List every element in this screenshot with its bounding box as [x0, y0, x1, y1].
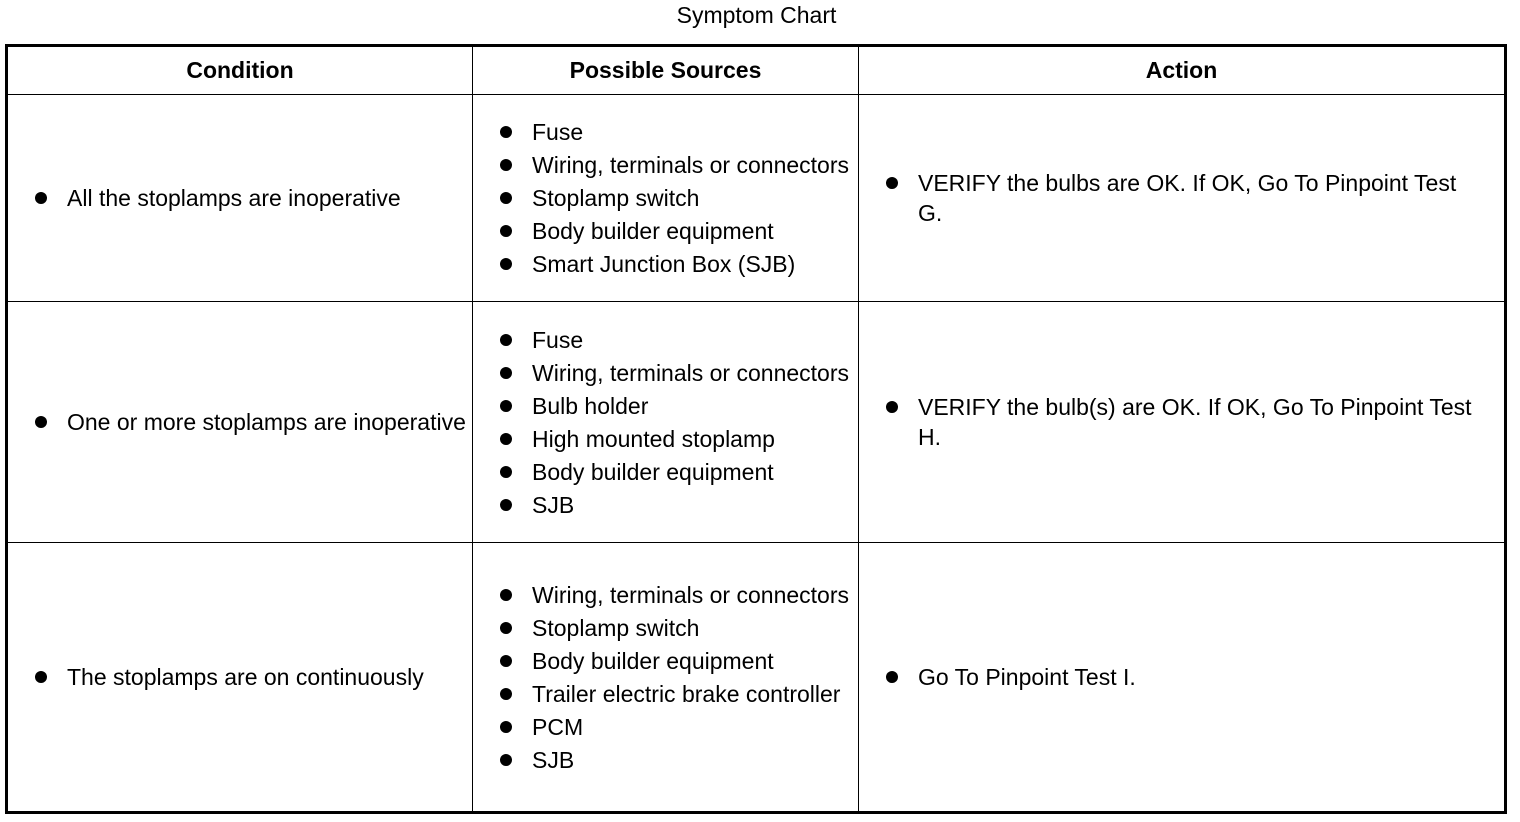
header-action: Action — [859, 46, 1506, 95]
table-row — [7, 95, 1506, 302]
condition-text: The stoplamps are on continuously — [8, 662, 472, 692]
source-item: Body builder equipment — [473, 457, 858, 487]
header-condition: Condition — [7, 46, 473, 95]
condition-cell — [7, 302, 473, 543]
sources-list — [473, 108, 858, 288]
source-item: Stoplamp switch — [473, 613, 858, 643]
header-possible-sources: Possible Sources — [473, 46, 859, 95]
condition-cell — [7, 543, 473, 813]
sources-cell — [473, 302, 859, 543]
source-item: Fuse — [473, 117, 858, 147]
source-item: Wiring, terminals or connectors — [473, 358, 858, 388]
source-item: PCM — [473, 712, 858, 742]
table-row — [7, 543, 1506, 813]
source-item: Smart Junction Box (SJB) — [473, 249, 858, 279]
sources-list — [473, 316, 858, 529]
action-text: VERIFY the bulb(s) are OK. If OK, Go To Pinpoint Test H. — [859, 392, 1504, 452]
source-item: SJB — [473, 490, 858, 520]
source-item: Wiring, terminals or connectors — [473, 150, 858, 180]
action-cell — [859, 95, 1506, 302]
source-item: Fuse — [473, 325, 858, 355]
condition-text: All the stoplamps are inoperative — [8, 183, 472, 213]
source-item: SJB — [473, 745, 858, 775]
sources-list — [473, 571, 858, 784]
condition-text: One or more stoplamps are inoperative — [8, 407, 472, 437]
page-title: Symptom Chart — [676, 2, 837, 28]
sources-cell — [473, 543, 859, 813]
symptom-chart-table — [5, 44, 1507, 814]
action-cell — [859, 302, 1506, 543]
action-text: Go To Pinpoint Test I. — [859, 662, 1504, 692]
table-row — [7, 302, 1506, 543]
source-item: High mounted stoplamp — [473, 424, 858, 454]
source-item: Body builder equipment — [473, 216, 858, 246]
source-item: Bulb holder — [473, 391, 858, 421]
source-item: Body builder equipment — [473, 646, 858, 676]
header-row — [7, 46, 1506, 95]
source-item: Trailer electric brake controller — [473, 679, 858, 709]
source-item: Wiring, terminals or connectors — [473, 580, 858, 610]
action-text: VERIFY the bulbs are OK. If OK, Go To Pinpoint Test G. — [859, 168, 1504, 228]
sources-cell — [473, 95, 859, 302]
action-cell — [859, 543, 1506, 813]
condition-cell — [7, 95, 473, 302]
source-item: Stoplamp switch — [473, 183, 858, 213]
